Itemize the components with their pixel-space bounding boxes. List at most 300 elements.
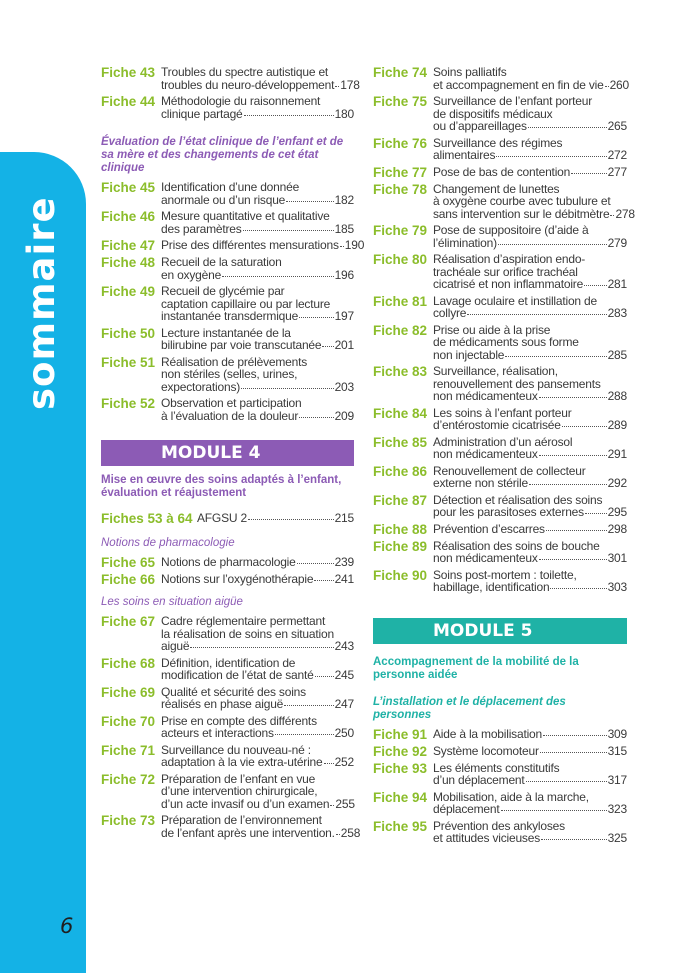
entry-line: Cadre réglementaire permettant [161, 614, 326, 628]
entry-title-end: d’un acte invasif ou d’un examen [161, 796, 330, 811]
entry-line: Prise en compte des différents [161, 713, 317, 728]
page-ref: 245 [334, 668, 354, 682]
page-ref: 279 [607, 235, 627, 250]
entry-line: Administration d’un aérosol [433, 434, 573, 449]
dot-leader [335, 86, 339, 87]
fiche-label: Fiche 84 [373, 405, 428, 421]
entry-title-end: instantanée transdermique [161, 309, 299, 323]
dot-leader [585, 513, 607, 514]
fiche-label: Fiche 76 [373, 135, 428, 151]
dot-leader [550, 588, 606, 589]
dot-leader [340, 246, 344, 247]
toc-entry[interactable] [101, 615, 354, 653]
entry-title-end: AFGSU 2 [197, 511, 247, 525]
toc-entry[interactable] [101, 181, 354, 206]
page-ref: 190 [344, 238, 365, 252]
entry-line: Préparation de l’environnement [161, 813, 322, 827]
entry-text [161, 715, 354, 740]
toc-entry[interactable] [101, 356, 354, 394]
entry-line: Surveillance des régimes [433, 135, 563, 150]
pharmacology-title: Notions de pharmacologie [101, 537, 235, 549]
entry-line: Réalisation des soins de bouche [433, 538, 600, 553]
dot-leader [605, 86, 609, 87]
dot-leader [315, 676, 334, 677]
entry-line: Qualité et sécurité des soins [161, 684, 306, 699]
module-4-banner: MODULE 4 [101, 440, 354, 466]
page-ref: 180 [334, 106, 354, 121]
entry-text [433, 183, 635, 221]
entry-line: Troubles du spectre autistique et [161, 65, 329, 79]
entry-title-end: d’un déplacement [433, 773, 525, 787]
page-ref: 278 [615, 206, 635, 221]
dot-leader [243, 230, 334, 231]
toc-entry[interactable] [373, 436, 627, 461]
fiche-label: Fiche 91 [373, 726, 428, 742]
entry-line: Recueil de la saturation [161, 255, 282, 269]
section-evaluation-title: Évaluation de l’état clinique de l’enfant et de sa mère et des changements de cet état clinique [101, 136, 344, 174]
entry-text [433, 365, 627, 403]
dot-leader [528, 127, 607, 128]
dot-leader [584, 285, 607, 286]
module-5-entries [373, 728, 627, 845]
installation-title: L’installation et le déplacement des personnes [373, 695, 566, 721]
entry-text [161, 773, 355, 811]
dot-leader [324, 763, 334, 764]
entry-line: Identification d’une donnée [161, 180, 300, 194]
fiche-label: Fiche 93 [373, 760, 428, 776]
toc-entry[interactable] [373, 295, 627, 320]
page-ref: 255 [335, 796, 355, 811]
fiche-label: Fiche 67 [101, 614, 156, 629]
page-ref: 250 [334, 726, 354, 740]
entry-title-end: aiguë [161, 639, 190, 653]
page-ref: 265 [607, 119, 627, 133]
page-ref: 283 [607, 306, 627, 320]
toc-entry[interactable] [101, 657, 354, 682]
dot-leader [297, 563, 334, 564]
page-ref: 241 [334, 572, 354, 586]
entry-line: Soins post-mortem : toilette, [433, 567, 577, 582]
entry-title-end: anormale ou d’un risque [161, 192, 286, 207]
fiche-label: Fiche 48 [101, 255, 156, 270]
entry-title-end: pour les parasitoses externes [433, 505, 584, 519]
entry-text [433, 137, 627, 162]
toc-entry[interactable] [101, 256, 354, 281]
fiche-label: Fiche 90 [373, 567, 428, 583]
dot-leader [571, 173, 606, 174]
dot-leader [541, 839, 607, 840]
toc-entry[interactable] [373, 253, 627, 291]
entry-line: Mobilisation, aide à la marche, [433, 789, 589, 804]
entry-text [161, 615, 354, 653]
entry-text [433, 436, 627, 461]
entry-title-end: Prise des différentes mensurations [161, 238, 339, 252]
toc-entry[interactable] [373, 95, 627, 133]
entry-title-end: acteurs et interactions [161, 726, 274, 740]
entry-title-end: troubles du neuro-développement [161, 77, 335, 92]
page-ref: 272 [607, 148, 627, 162]
entry-text [161, 657, 354, 682]
entry-line: Lecture instantanée de la [161, 325, 291, 340]
entry-text [433, 295, 627, 320]
toc-entry[interactable] [101, 327, 354, 352]
toc-entry[interactable] [101, 556, 354, 569]
entry-title-end: l’élimination) [433, 235, 497, 250]
entry-title-end: adaptation à la vie extra-utérine [161, 755, 323, 769]
entry-line: Surveillance, réalisation, [433, 364, 558, 378]
toc-entry[interactable] [101, 65, 360, 92]
toc-entry[interactable] [101, 210, 354, 235]
entry-title-end: Pose de bas de contention [433, 164, 571, 179]
page-ref: 182 [334, 192, 354, 207]
toc-entry[interactable] [373, 465, 627, 490]
dot-leader [284, 705, 333, 706]
toc-entry[interactable] [373, 181, 635, 221]
entry-line: Soins palliatifs [433, 65, 507, 79]
dot-leader [330, 805, 334, 806]
entry-title-end: de l’enfant après une intervention. [161, 825, 335, 840]
entry-line: Les éléments constitutifs [433, 760, 560, 775]
fiche-label: Fiche 68 [101, 655, 156, 671]
entry-line: Réalisation de prélèvements [161, 354, 308, 369]
entry-title-end: bilirubine par voie transcutanée [161, 338, 322, 352]
fiche-label: Fiche 47 [101, 238, 156, 253]
entry-text [161, 686, 354, 711]
entry-text [433, 791, 627, 816]
fiche-label: Fiche 83 [373, 364, 428, 379]
page-ref: 196 [334, 267, 354, 282]
toc-entry[interactable] [101, 397, 354, 422]
entry-line: Changement de lunettes [433, 181, 560, 196]
fiche-label: Fiche 74 [373, 65, 428, 80]
dot-leader [539, 559, 607, 560]
toc-entry[interactable] [101, 686, 354, 711]
dot-leader [546, 530, 607, 531]
entry-title-end: non médicamenteux [433, 389, 538, 403]
right-column [373, 65, 635, 849]
entry-line: Préparation de l’enfant en vue [161, 771, 316, 786]
page-ref: 301 [607, 551, 627, 565]
fiche-label: Fiche 94 [373, 789, 428, 805]
acute-care-entries [101, 614, 361, 840]
dot-leader [610, 215, 614, 216]
entry-text [161, 556, 354, 569]
dot-leader [299, 317, 333, 318]
entry-text [433, 95, 627, 133]
entry-line: Recueil de glycémie par [161, 284, 285, 298]
entry-title-end: externe non stérile [433, 476, 528, 490]
entry-line: Lavage oculaire et instillation de [433, 293, 597, 308]
fiche-label: Fiche 50 [101, 325, 156, 341]
toc-entry[interactable] [373, 494, 627, 519]
evaluation-entries [101, 180, 365, 423]
dot-leader [467, 314, 606, 315]
entry-text [433, 762, 627, 787]
entry-text [433, 324, 627, 362]
dot-leader [540, 752, 607, 753]
entry-text [161, 744, 354, 769]
page-ref: 252 [334, 755, 354, 769]
fiche-label: Fiche 71 [101, 742, 156, 758]
entry-title-end: collyre [433, 306, 467, 320]
page-ref: 289 [607, 418, 627, 432]
fiche-label: Fiche 43 [101, 65, 156, 80]
toc-entry[interactable] [373, 791, 627, 816]
entry-text [161, 573, 354, 586]
fiche-label: Fiche 45 [101, 180, 156, 195]
entry-text [161, 285, 354, 323]
fiche-label: Fiche 86 [373, 463, 428, 479]
entry-title-end: clinique partagé [161, 106, 243, 121]
page-ref: 323 [607, 802, 627, 816]
entry-line: captation capillaire ou par lecture [161, 296, 331, 311]
right-entries [373, 65, 635, 594]
entry-line: Détection et réalisation des soins [433, 492, 603, 507]
page-ref: 317 [607, 773, 627, 787]
toc-entry[interactable] [373, 137, 627, 162]
fiche-label: Fiche 87 [373, 492, 428, 508]
entry-title-end: expectorations) [161, 379, 241, 394]
toc-entry[interactable] [101, 715, 354, 740]
entry-line: Les soins à l’enfant porteur [433, 405, 572, 420]
page-ref: 291 [607, 447, 627, 461]
entry-line: Surveillance du nouveau-né : [161, 742, 311, 757]
entry-title-end: des paramètres [161, 221, 242, 236]
dot-leader [539, 397, 607, 398]
page-ref: 292 [607, 476, 627, 490]
entry-line: Prévention des ankyloses [433, 818, 565, 833]
toc-entry[interactable] [373, 66, 627, 91]
page-ref: 281 [607, 277, 627, 291]
entry-text [433, 569, 627, 594]
toc-entry[interactable] [373, 569, 627, 594]
toc-entry[interactable] [101, 238, 365, 253]
page-number: 6 [60, 914, 74, 938]
entry-title-end: non médicamenteux [433, 447, 538, 461]
toc-entry[interactable] [373, 540, 627, 565]
entry-line: Renouvellement de collecteur [433, 463, 586, 478]
dot-leader [322, 346, 333, 347]
entry-title-end: cicatrisé et non inflammatoire [433, 277, 584, 291]
entry-line: non stériles (selles, urines, [161, 367, 298, 381]
entry-line: Définition, identification de [161, 655, 296, 670]
entry-text [161, 356, 354, 394]
toc-entry[interactable] [101, 573, 354, 586]
dot-leader [505, 356, 606, 357]
toc-entry[interactable] [373, 523, 627, 536]
entry-text [161, 239, 364, 252]
entry-line: renouvellement des pansements [433, 376, 601, 391]
entry-title-end: Notions de pharmacologie [161, 555, 296, 569]
page-ref: 285 [607, 347, 627, 362]
page-ref: 239 [334, 555, 354, 569]
page-ref: 185 [334, 221, 354, 236]
fiche-label: Fiche 78 [373, 181, 428, 197]
entry-text [197, 512, 354, 525]
toc-entry[interactable] [101, 95, 354, 120]
entry-text [433, 540, 627, 565]
fiche-label: Fiche 82 [373, 322, 428, 338]
dot-leader [539, 455, 607, 456]
dot-leader [562, 426, 607, 427]
left-column [101, 65, 365, 843]
fiche-label: Fiche 70 [101, 713, 156, 729]
entry-line: à oxygène courbe avec tubulure et [433, 194, 611, 208]
toc-entry[interactable] [101, 813, 361, 840]
toc-entry[interactable] [373, 728, 627, 741]
entry-text [161, 814, 360, 839]
dot-leader [498, 244, 607, 245]
page-ref: 309 [607, 726, 627, 741]
page-ref: 209 [334, 408, 354, 423]
fiche-label: Fiche 73 [101, 813, 156, 828]
page-ref: 315 [607, 743, 627, 758]
entry-title-end: sans intervention sur le débitmètre [433, 206, 610, 221]
fiche-label: Fiche 81 [373, 293, 428, 309]
entry-text [433, 494, 627, 519]
page-ref: 243 [334, 639, 354, 653]
dot-leader [543, 735, 607, 736]
dot-leader [248, 519, 334, 520]
entry-title-end: déplacement [433, 802, 500, 816]
entry-title-end: alimentaires [433, 148, 496, 162]
entry-title-end: modification de l’état de santé [161, 668, 314, 682]
dot-leader [275, 734, 334, 735]
page-ref: 303 [607, 580, 627, 594]
entry-title-end: Prévention d’escarres [433, 521, 545, 536]
page-ref: 295 [607, 505, 627, 519]
entry-text [433, 66, 629, 91]
entry-text [433, 253, 627, 291]
page-ref: 277 [607, 164, 627, 179]
fiche-label: Fiche 89 [373, 538, 428, 554]
dot-leader [222, 276, 334, 277]
dot-leader [526, 781, 607, 782]
toc-entry[interactable] [373, 365, 627, 403]
toc-entry[interactable] [373, 166, 627, 179]
page-ref: 215 [334, 511, 354, 525]
entry-text [161, 181, 354, 206]
dot-leader [529, 484, 607, 485]
entry-title-end: ou d’appareillages [433, 119, 527, 133]
entry-title-end: Système locomoteur [433, 743, 539, 758]
entry-text [433, 166, 627, 179]
dot-leader [299, 417, 333, 418]
entry-line: Prise ou aide à la prise [433, 322, 551, 337]
module-5-subtitle: Accompagnement de la mobilité de la personne aidée [373, 655, 579, 681]
fiche-label: Fiche 66 [101, 572, 156, 587]
fiche-label: Fiche 80 [373, 252, 428, 267]
entry-line: trachéale sur orifice trachéal [433, 264, 578, 279]
entry-line: Observation et participation [161, 396, 302, 410]
entry-text [433, 745, 627, 758]
fiche-label: Fiche 92 [373, 743, 428, 759]
entry-line: Méthodologie du raisonnement [161, 94, 321, 108]
page-ref: 201 [334, 338, 354, 352]
toc-entry[interactable] [101, 285, 354, 323]
dot-leader [314, 580, 333, 581]
entry-text [161, 95, 354, 120]
entry-title-end: à l’évaluation de la douleur [161, 408, 299, 423]
top-entries [101, 65, 360, 121]
pharmacology-entries [101, 556, 354, 586]
entry-line: Mesure quantitative et qualitative [161, 209, 330, 223]
fiche-label: Fiche 95 [373, 818, 428, 834]
fiche-label: Fiche 85 [373, 434, 428, 450]
page-ref: 258 [340, 825, 361, 840]
fiche-label: Fiche 77 [373, 164, 428, 180]
entry-text [433, 523, 627, 536]
entry-text [433, 465, 627, 490]
page-ref: 197 [334, 309, 354, 323]
sidebar-title: sommaire [20, 196, 63, 410]
dot-leader [286, 201, 333, 202]
dot-leader [190, 647, 333, 648]
afgsu-entry [101, 512, 354, 525]
toc-entry[interactable] [101, 773, 354, 811]
page-ref: 178 [340, 77, 360, 92]
entry-title-end: non médicamenteux [433, 551, 538, 565]
entry-line: d’une intervention chirurgicale, [161, 784, 318, 798]
entry-text [161, 327, 354, 352]
fiche-label: Fiche 44 [101, 94, 156, 109]
dot-leader [501, 810, 607, 811]
fiche-label: Fiche 51 [101, 354, 156, 370]
fiche-label: Fiche 69 [101, 684, 156, 700]
fiche-label: Fiche 49 [101, 284, 156, 299]
entry-line: Surveillance de l’enfant porteur [433, 94, 593, 108]
entry-text [433, 407, 627, 432]
entry-title-end: habillage, identification [433, 580, 550, 594]
toc-entry[interactable] [373, 224, 627, 249]
toc-entry[interactable] [373, 324, 627, 362]
entry-title-end: non injectable [433, 347, 505, 362]
page-ref: 260 [609, 77, 629, 92]
entry-title-end: réalisés en phase aiguë [161, 697, 284, 711]
toc-entry[interactable] [373, 762, 627, 787]
entry-line: Pose de suppositoire (d’aide à [433, 223, 589, 237]
page-ref: 325 [607, 831, 627, 845]
fiche-label: Fiches 53 à 64 [101, 511, 193, 526]
toc-entry[interactable] [373, 407, 627, 432]
toc-entry[interactable] [373, 745, 627, 758]
entry-title-end: et accompagnement en fin de vie [433, 77, 604, 92]
page-ref: 203 [334, 379, 354, 394]
toc-entry[interactable] [101, 512, 354, 525]
entry-text [161, 210, 354, 235]
fiche-label: Fiche 79 [373, 223, 428, 238]
dot-leader [244, 115, 334, 116]
fiche-label: Fiche 72 [101, 771, 156, 787]
module-5-banner: MODULE 5 [373, 618, 627, 644]
entry-title-end: Notions sur l’oxygénothérapie [161, 572, 314, 586]
entry-title-end: en oxygène [161, 267, 222, 282]
entry-title-end: Aide à la mobilisation [433, 726, 542, 741]
fiche-label: Fiche 46 [101, 209, 156, 224]
module-4-subtitle: Mise en œuvre des soins adaptés à l’enfant, évaluation et réajustement [101, 474, 342, 499]
entry-line: la réalisation de soins en situation [161, 626, 334, 641]
entry-text [161, 397, 354, 422]
toc-entry[interactable] [373, 820, 627, 845]
fiche-label: Fiche 88 [373, 521, 428, 537]
dot-leader [496, 156, 606, 157]
entry-text [433, 224, 627, 249]
toc-entry[interactable] [101, 744, 354, 769]
entry-text [161, 66, 360, 91]
entry-line: de dispositifs médicaux [433, 106, 553, 121]
fiche-label: Fiche 52 [101, 396, 156, 411]
entry-text [161, 256, 354, 281]
